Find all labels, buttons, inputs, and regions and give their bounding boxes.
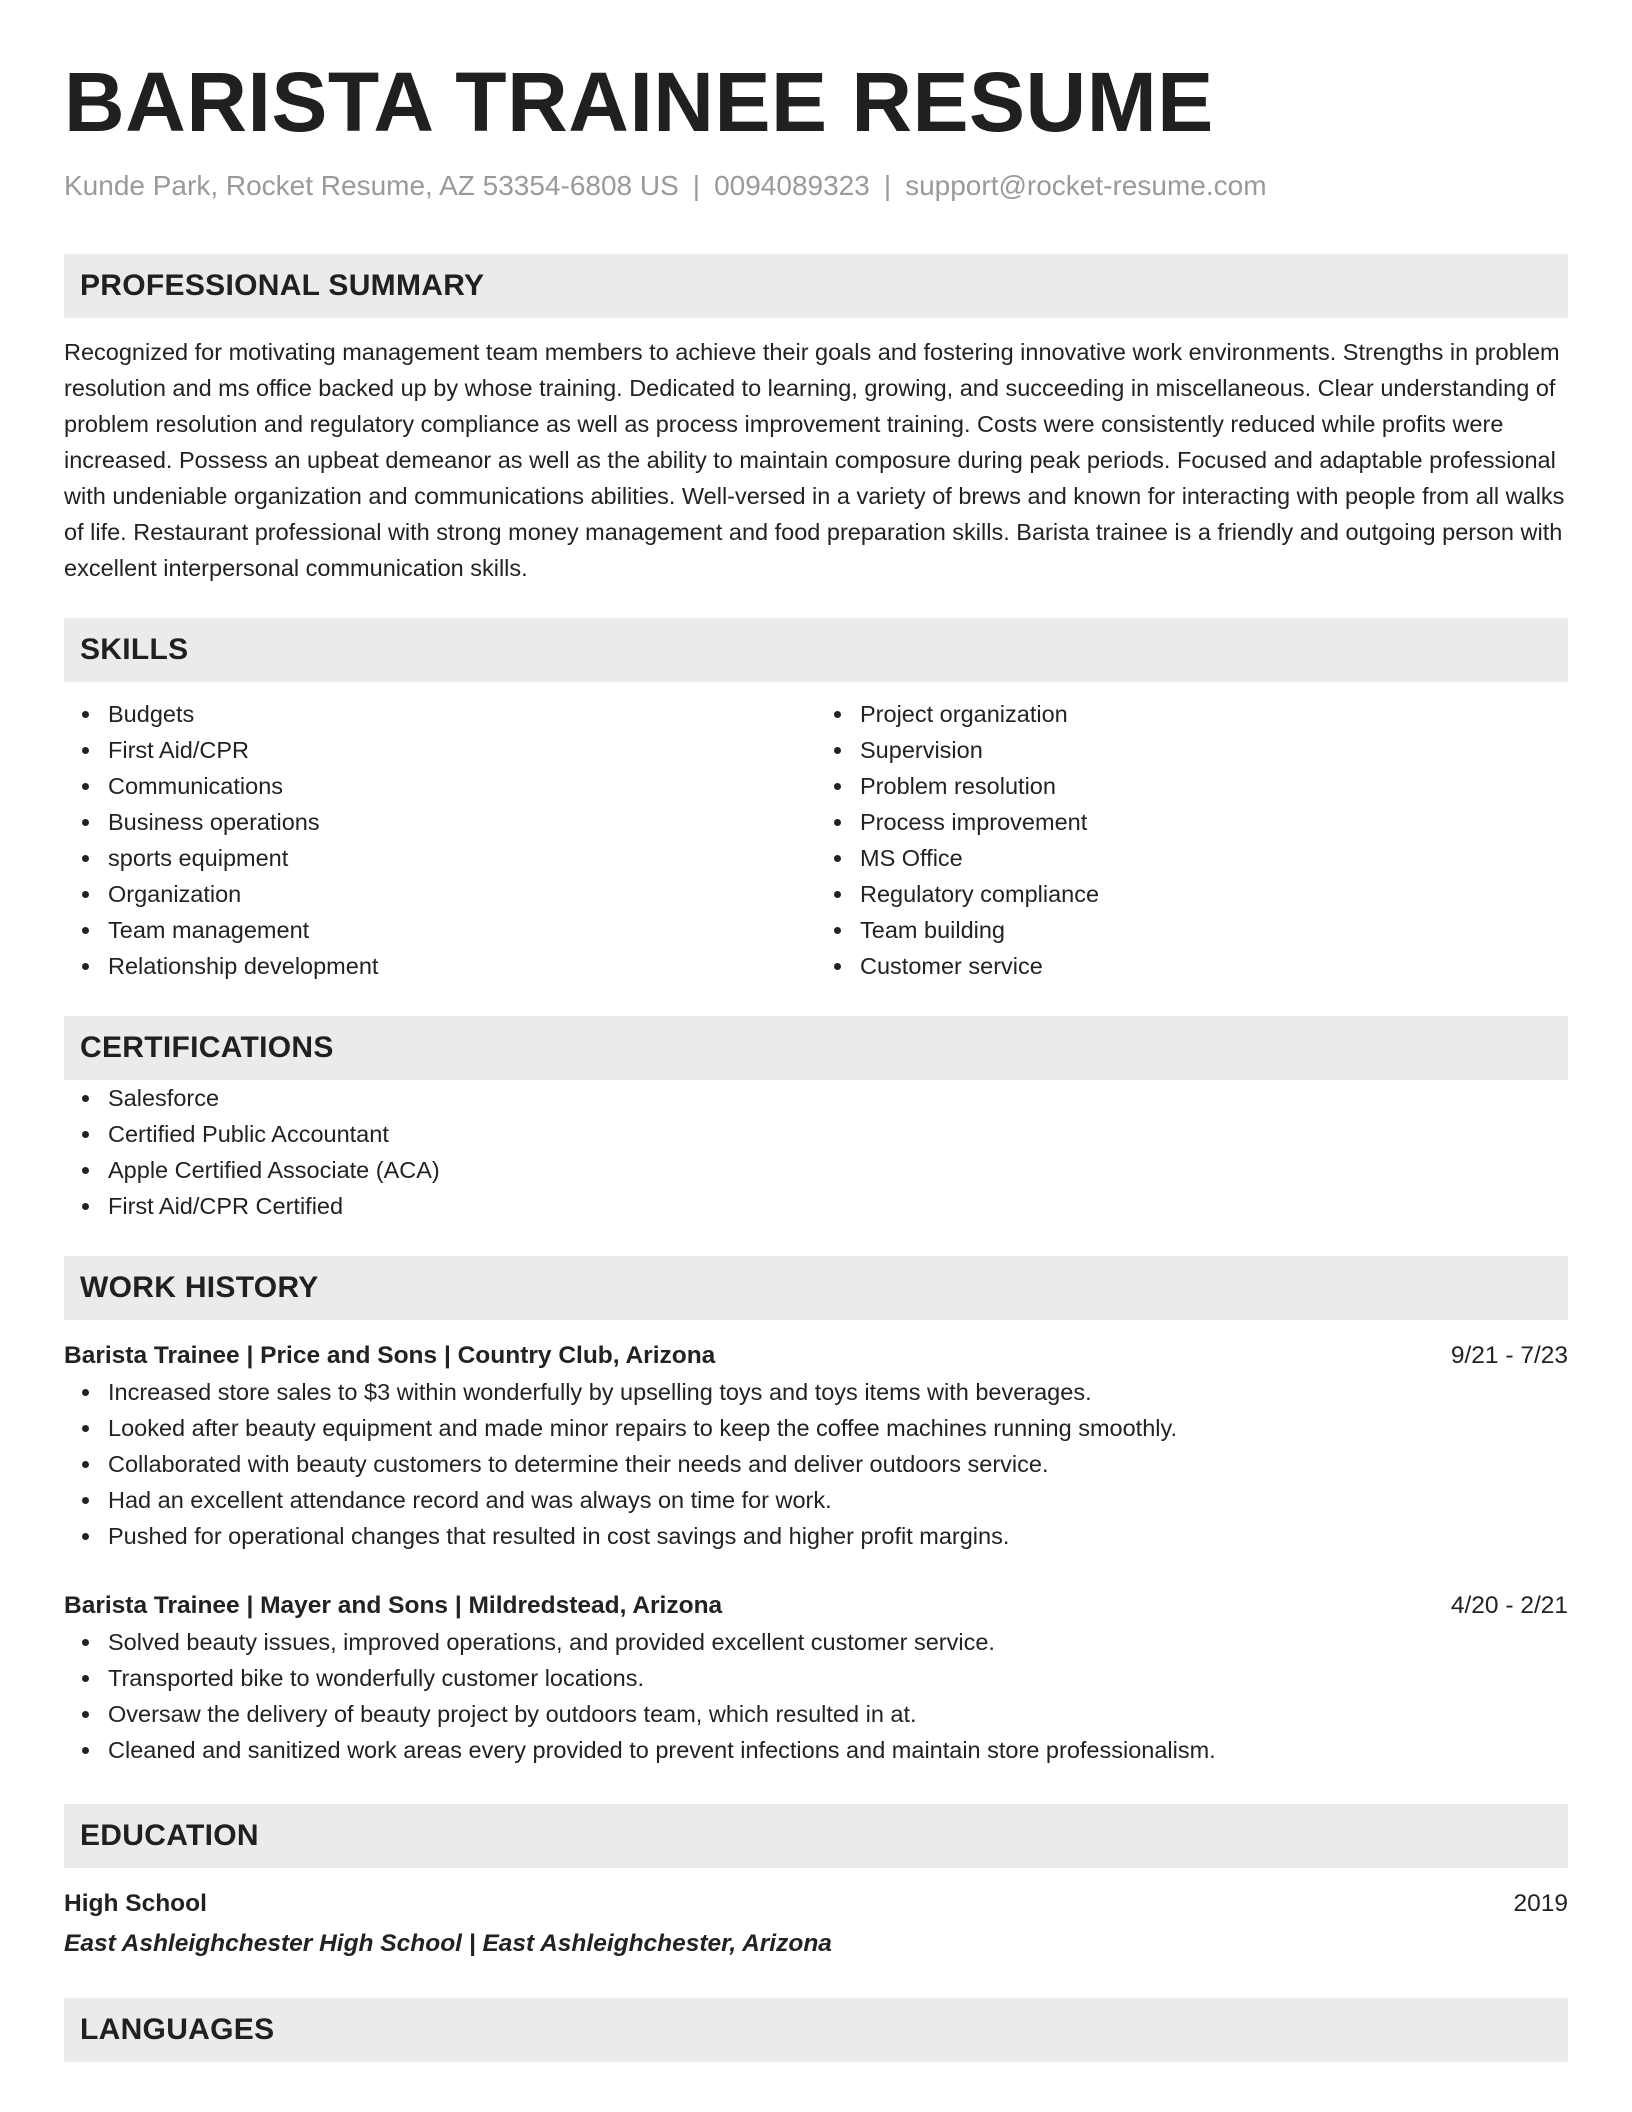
resume-title: BARISTA TRAINEE RESUME [64,55,1214,149]
job-entry [64,1338,1568,1554]
skill-item: Process improvement [860,804,1568,840]
skills-heading: SKILLS [64,618,1568,682]
skill-item: Team management [108,912,816,948]
job-header [64,1588,1568,1624]
education-heading: EDUCATION [64,1804,1568,1868]
job-bullet: Had an excellent attendance record and was always on time for work. [108,1482,1568,1518]
job-bullet: Looked after beauty equipment and made minor repairs to keep the coffee machines running smoothly. [108,1410,1568,1446]
skill-item: Business operations [108,804,816,840]
summary-text: Recognized for motivating management team members to achieve their goals and fostering innovative work environments. Strengths in problem resolution and ms office backed up by whose training. Dedicated to learning, growing, and succeeding in miscellaneous. Clear understanding of problem resolution and regulatory compliance as well as process improvement training. Costs were consistently reduced while profits were increased. Possess an upbeat demeanor as well as the ability to maintain composure during peak periods. Focused and adaptable professional with undeniable organization and communications abilities. Well-versed in a variety of brews and known for interacting with people from all walks of life. Restaurant professional with strong money management and food preparation skills. Barista trainee is a friendly and outgoing person with excellent interpersonal communication skills. [64,339,1565,581]
job-bullet: Pushed for operational changes that resulted in cost savings and higher profit margins. [108,1518,1568,1554]
summary-heading: PROFESSIONAL SUMMARY [64,254,1568,318]
certifications-list [64,1080,1568,1224]
skill-item: Supervision [860,732,1568,768]
job-title: Barista Trainee | Price and Sons | Country Club, Arizona [64,1342,716,1369]
contact-address: Kunde Park, Rocket Resume, AZ 53354-6808 US [64,170,679,201]
education-header [64,1886,1568,1922]
certification-item: First Aid/CPR Certified [108,1188,1568,1224]
skills-right-column [816,696,1568,984]
job-bullet: Solved beauty issues, improved operations, and provided excellent customer service. [108,1624,1568,1660]
skill-item: Relationship development [108,948,816,984]
skill-item: Budgets [108,696,816,732]
job-header [64,1338,1568,1374]
skill-item: Project organization [860,696,1568,732]
contact-email: support@rocket-resume.com [905,170,1267,201]
skills-left-column [64,696,816,984]
job-entry [64,1588,1568,1768]
contact-line [64,166,1568,206]
skill-item: First Aid/CPR [108,732,816,768]
languages-heading: LANGUAGES [64,1998,1568,2062]
certification-item: Apple Certified Associate (ACA) [108,1152,1568,1188]
education-year: 2019 [1513,1890,1568,1917]
contact-phone: 0094089323 [714,170,870,201]
job-bullets [64,1624,1568,1768]
job-bullets [64,1374,1568,1554]
skill-item: Organization [108,876,816,912]
skill-item: Regulatory compliance [860,876,1568,912]
skill-item: Customer service [860,948,1568,984]
skills-grid [64,696,1568,984]
job-dates: 9/21 - 7/23 [1450,1342,1568,1369]
skill-item: Communications [108,768,816,804]
work-history-heading: WORK HISTORY [64,1256,1568,1320]
skill-item: MS Office [860,840,1568,876]
job-dates: 4/20 - 2/21 [1450,1592,1568,1619]
job-bullet: Collaborated with beauty customers to determine their needs and deliver outdoors service. [108,1446,1568,1482]
skill-item: Team building [860,912,1568,948]
contact-separator: | [883,170,892,201]
skill-item: sports equipment [108,840,816,876]
certification-item: Certified Public Accountant [108,1116,1568,1152]
job-bullet: Increased store sales to $3 within wonderfully by upselling toys and toys items with beverages. [108,1374,1568,1410]
job-bullet: Cleaned and sanitized work areas every provided to prevent infections and maintain store professionalism. [108,1732,1568,1768]
contact-separator: | [692,170,701,201]
certification-item: Salesforce [108,1080,1568,1116]
education-school: East Ashleighchester High School | East Ashleighchester, Arizona [64,1930,832,1957]
skill-item: Problem resolution [860,768,1568,804]
education-degree: High School [64,1890,207,1917]
job-bullet: Oversaw the delivery of beauty project by outdoors team, which resulted in at. [108,1696,1568,1732]
job-bullet: Transported bike to wonderfully customer locations. [108,1660,1568,1696]
job-title: Barista Trainee | Mayer and Sons | Mildredstead, Arizona [64,1592,723,1619]
certifications-heading: CERTIFICATIONS [64,1016,1568,1080]
